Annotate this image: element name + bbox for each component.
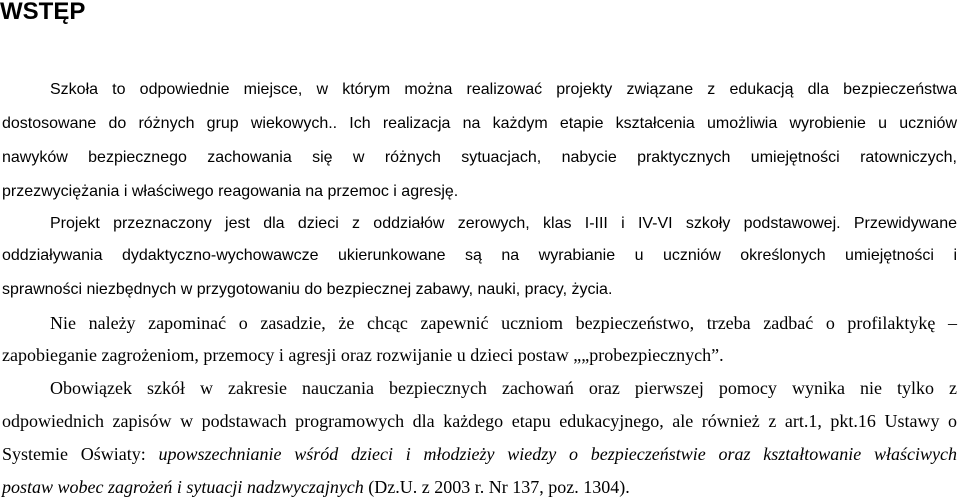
- paragraph-4-line-2: odpowiednich zapisów w podstawach programowych dla każdego etapu edukacyjnego, ale również z art.1, pkt.16 Ustawy o: [2, 411, 957, 431]
- paragraph-4-line-4: [2, 476, 957, 498]
- paragraph-2-line-3: sprawności niezbędnych w przygotowaniu do bezpiecznej zabawy, nauki, pracy, życia.: [2, 281, 613, 298]
- act-reference-text: Systemie Oświaty:: [2, 444, 159, 464]
- act-citation: (Dz.U. z 2003 r. Nr 137, poz. 1304).: [363, 477, 630, 497]
- paragraph-4-line-3: [2, 443, 957, 465]
- paragraph-1-line-2: dostosowane do różnych grup wiekowych.. Ich realizacja na każdym etapie kształcenia umożliwia wyrobienie u uczniów: [2, 115, 957, 132]
- act-quote-text: upowszechnianie wśród dzieci i młodzieży wiedzy o bezpieczeństwie oraz kształtowanie właściwych: [158, 444, 957, 464]
- paragraph-1-line-4: przezwyciężania i właściwego reagowania na przemoc i agresję.: [2, 183, 459, 200]
- paragraph-3-line-1: Nie należy zapominać o zasadzie, że chcąc zapewnić uczniom bezpieczeństwo, trzeba zadbać o profilaktykę –: [50, 313, 957, 333]
- paragraph-1-line-1: Szkoła to odpowiednie miejsce, w którym można realizować projekty związane z edukacją dla bezpieczeństwa: [50, 81, 957, 98]
- act-quote-text-end: postaw wobec zagrożeń i sytuacji nadzwyczajnych: [2, 477, 364, 497]
- paragraph-1-line-3: nawyków bezpiecznego zachowania się w różnych sytuacjach, nabycie praktycznych umiejętności ratowniczych,: [2, 149, 957, 166]
- paragraph-2-line-1: Projekt przeznaczony jest dla dzieci z oddziałów zerowych, klas I-III i IV-VI szkoły podstawowej. Przewidywane: [50, 215, 957, 232]
- paragraph-2-line-2: oddziaływania dydaktyczno-wychowawcze ukierunkowane są na wyrabianie u uczniów określonych umiejętności i: [2, 247, 957, 264]
- page-title: WSTĘP: [0, 0, 86, 25]
- paragraph-4-line-1: Obowiązek szkół w zakresie nauczania bezpiecznych zachowań oraz pierwszej pomocy wynika nie tylko z: [50, 378, 957, 398]
- paragraph-3-line-2: zapobieganie zagrożeniom, przemocy i agresji oraz rozwijanie u dzieci postaw „„probezpiecznych”.: [2, 345, 724, 365]
